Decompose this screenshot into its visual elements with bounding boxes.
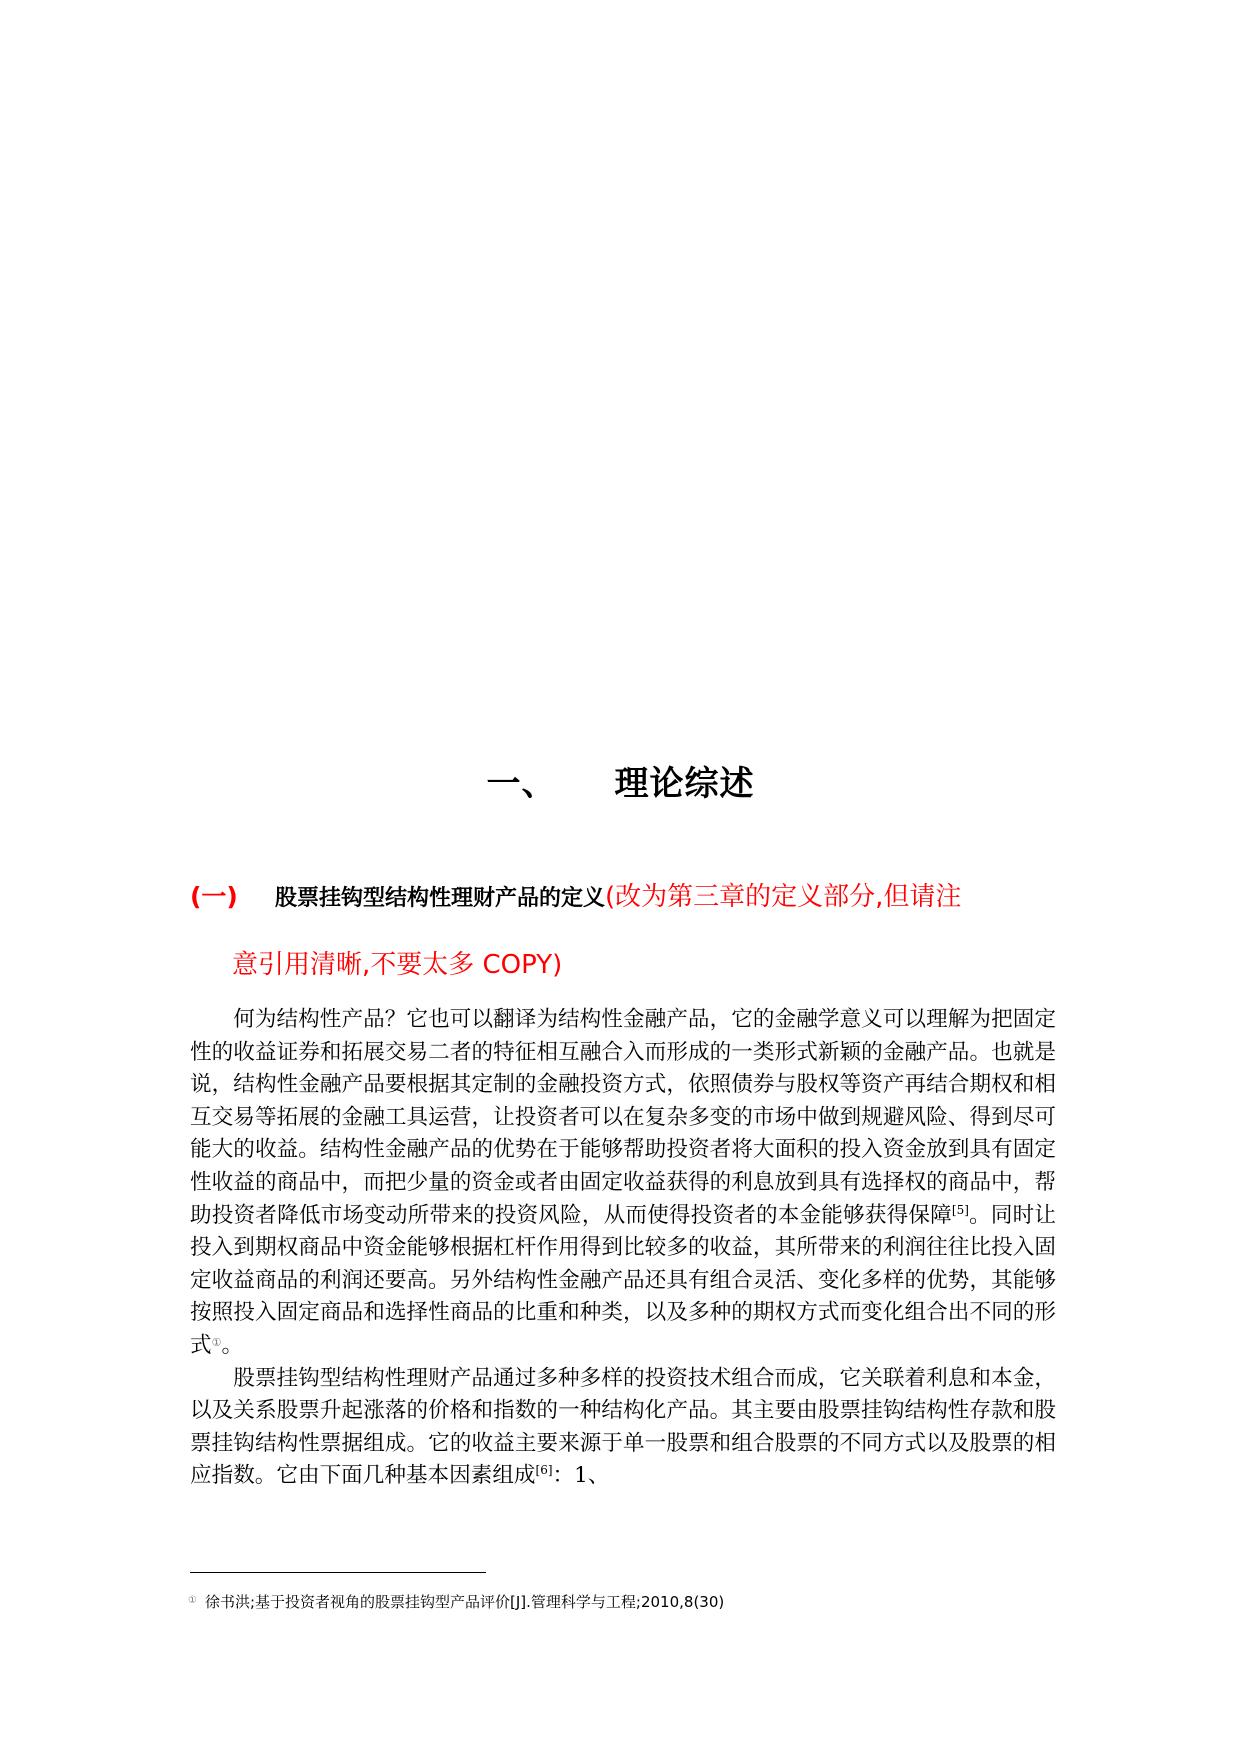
section-editor-note: (改为第三章的定义部分,但请注 — [605, 882, 962, 912]
paragraph-text: 。同时让投入到期权商品中资金能够根据杠杆作用得到比较多的收益，其所带来的利润往往比投入固定收益商品的利润还要高。另外结构性金融产品还具有组合灵活、变化多样的优势，其能够按照投入固定商品和选择性商品的比重和种类，以及多种的期权方式而变化组合出不同的形式 — [190, 1202, 1056, 1358]
paragraph — [190, 1004, 1056, 1363]
footnote-mark: ① — [188, 1595, 197, 1606]
body-text — [190, 1004, 1056, 1493]
section-title: 股票挂钩型结构性理财产品的定义 — [275, 886, 606, 911]
citation-ref: [5] — [951, 1202, 969, 1217]
section-editor-note-continued: 意引用清晰,不要太多 COPY) — [232, 950, 563, 980]
footnote-separator — [190, 1572, 486, 1573]
chapter-title — [0, 762, 1241, 806]
citation-ref: [6] — [535, 1463, 553, 1478]
section-heading — [190, 864, 1070, 998]
paragraph-text: 何为结构性产品？它也可以翻译为结构性金融产品，它的金融学意义可以理解为把固定性的收益证券和拓展交易二者的特征相互融合入而形成的一类形式新颖的金融产品。也就是说，结构性金融产品要根据其定制的金融投资方式，依照债券与股权等资产再结合期权和相互交易等拓展的金融工具运营，让投资者可以在复杂多变的市场中做到规避风险、得到尽可能大的收益。结构性金融产品的优势在于能够帮助投资者将大面积的投入资金放到具有固定性收益的商品中，而把少量的资金或者由固定收益获得的利息放到具有选择权的商品中，帮助投资者降低市场变动所带来的投资风险，从而使得投资者的本金能够获得保障 — [190, 1007, 1056, 1228]
footnote — [188, 1590, 1068, 1613]
footnote-reference[interactable]: ① — [211, 1335, 222, 1349]
footnote-text: 徐书洪;基于投资者视角的股票挂钩型产品评价[J].管理科学与工程;2010,8(30) — [204, 1593, 725, 1611]
paragraph-text: 股票挂钩型结构性理财产品通过多种多样的投资技术组合而成，它关联着利息和本金，以及关系股票升起涨落的价格和指数的一种结构化产品。其主要由股票挂钩结构性存款和股票挂钩结构性票据组成。它的收益主要来源于单一股票和组合股票的不同方式以及股票的相应指数。它由下面几种基本因素组成 — [190, 1365, 1056, 1489]
chapter-title-text: 理论综述 — [614, 764, 755, 804]
paragraph-text: ：1、 — [552, 1463, 610, 1489]
chapter-number: 一、 — [486, 764, 557, 804]
paragraph — [190, 1363, 1056, 1493]
paragraph-text: 。 — [221, 1332, 244, 1358]
section-number: (一) — [190, 882, 238, 911]
